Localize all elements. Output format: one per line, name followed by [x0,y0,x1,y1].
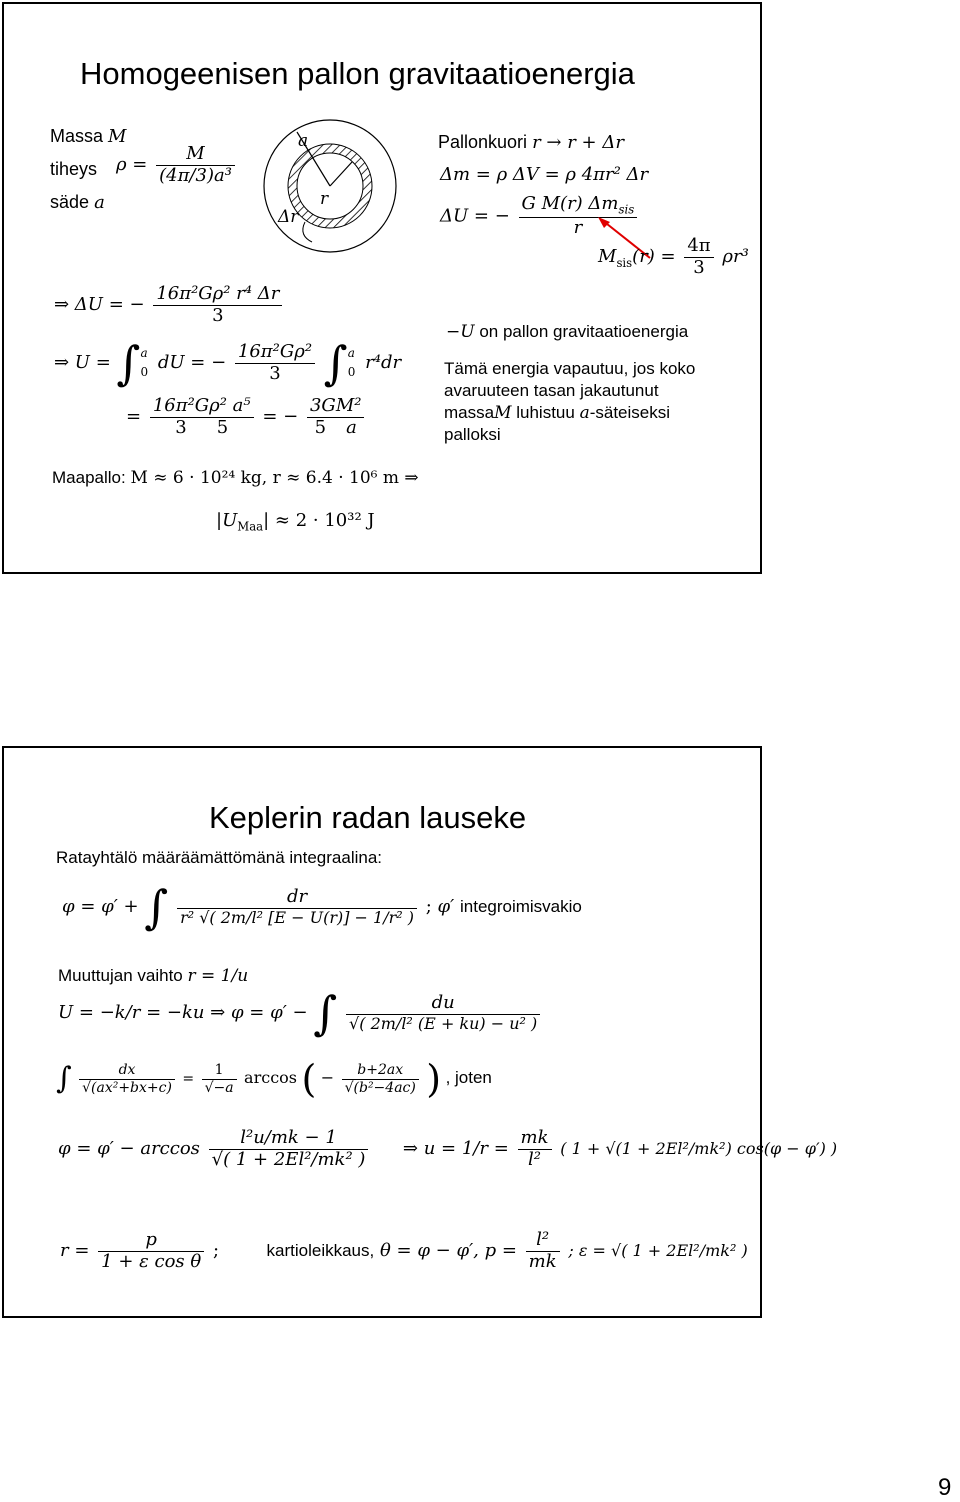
substitution-row [58,966,248,986]
eq2-lower-2: 0 [347,365,356,379]
paren-close: ) [426,1057,442,1101]
u-num: du [431,991,455,1013]
phi-fraction [177,887,417,927]
eq3-lhs: = [126,406,142,428]
eq2-upper: a [140,345,148,360]
label-dr: Δr [278,207,299,227]
eq3-den1a: 3 [175,416,187,438]
final-eps: ; ε = √( 1 + 2El²/mk² ) [568,1241,748,1261]
u-integral: ∫ [313,986,338,1040]
dm-equation: Δm = ρ ΔV = ρ 4πr² Δr [440,164,649,185]
eq1 [54,284,285,326]
phi-num: dr [286,885,308,907]
umaa-sub: Maa [237,519,264,534]
eq3-fraction-1 [150,396,254,438]
arccos-frac-3 [342,1062,419,1095]
intro-text: Ratayhtälö määräämättömänä integraalina: [56,848,383,867]
eq3-num2: 3GM² [309,395,362,416]
du-num-sub: sis [618,202,635,217]
phi-den: r² √( 2m/l² [E − U(r)] − 1/r² ) [177,908,417,927]
para-line-2: avaruuteen tasan jakautunut [444,381,659,400]
eq1-den: 3 [153,305,282,327]
final-p-num: l² [536,1229,550,1250]
final-mid: θ = φ − φ′, p = [379,1240,517,1262]
para-line-3c: -säteiseksi [589,403,671,422]
eq3-num1: 16π²Gρ² a⁵ [152,395,251,416]
u-eq: U = −k/r = −ku ⇒ φ = φ′ − [58,1002,308,1023]
msis-den: 3 [684,257,713,279]
eq2-tail: r⁴dr [365,352,402,373]
sade-row [50,192,105,213]
eq3-den1 [150,417,254,439]
earth-data [52,468,419,488]
final-p-fraction [526,1230,560,1272]
arccos-frac-1 [79,1062,175,1095]
minus-sign: − [320,1068,335,1087]
arccos-word: arccos [244,1068,297,1087]
eq2-limits-2 [348,344,356,382]
sol-rhs-num: mk [520,1127,549,1148]
phi-note: integroimisvakio [459,897,582,916]
u-equation [58,986,543,1040]
density-formula [116,144,238,186]
sol-den: √( 1 + 2El²/mk² ) [209,1149,369,1171]
msis-equation [598,236,749,278]
du-den: r [519,217,638,239]
arccos-frac-2 [202,1062,237,1095]
label-r: r [320,189,329,209]
sol-num: l²u/mk − 1 [240,1127,337,1148]
para-line-3a: massa [444,403,495,422]
paren-open: ( [301,1057,317,1101]
para-line-3 [444,402,695,424]
eq2-upper-2: a [347,345,355,360]
arccos-den3: √(b²−4ac) [342,1079,419,1096]
final-semi: ; [212,1240,220,1262]
para-line-4: palloksi [444,425,501,444]
arccos-den2: √−a [202,1079,237,1096]
arccos-eq: = [182,1071,195,1087]
final-num: p [145,1229,157,1250]
maapallo-expr: M ≈ 6 · 10²⁴ kg, r ≈ 6.4 · 10⁶ m ⇒ [130,468,419,488]
phi-note-symbol: φ′ [437,896,455,917]
rho-lhs: ρ = [116,154,148,176]
massa-label: Massa [50,126,104,146]
slide-kepler-orbit [2,746,838,1318]
sol-lhs: φ = φ′ − arccos [58,1138,200,1160]
eq3-den2 [307,417,364,439]
conic-equation [60,1230,748,1272]
final-den: 1 + ε cos θ [98,1251,204,1273]
shell-expr: r → r + Δr [532,132,624,153]
final-fraction [98,1230,204,1272]
arccos-tail: , joten [445,1068,492,1087]
sol-rhs-tail: ( 1 + √(1 + 2El²/mk²) cos(φ − φ′) ) [560,1139,838,1159]
massa-row [50,126,126,147]
eq2-integral: ∫ [116,336,141,390]
para-m-symbol: M [494,403,512,423]
rho-fraction [156,144,235,186]
sol-rhs3: = [493,1138,509,1160]
msis-tail: ρr³ [722,246,749,268]
msis-fraction [684,236,713,278]
solution-equation [58,1128,837,1170]
final-lhs: r = [60,1240,90,1262]
note-text: on pallon gravitaatioenergia [479,322,689,341]
note-symbol: −U [446,322,475,342]
page-number: 9 [938,1474,952,1501]
u-den: √( 2m/l² (E + ku) − u² ) [346,1014,540,1033]
slide-title: Homogeenisen pallon gravitaatioenergia [80,56,635,91]
msis-num: 4π [687,235,711,256]
sol-rhs-den: l² [518,1149,552,1171]
dr-pointer [303,222,312,242]
phi-integral: ∫ [144,880,169,934]
sub-label: Muuttujan vaihto [58,966,183,985]
msis-lhs: M [598,246,617,268]
slide-title: Keplerin radan lauseke [209,800,527,835]
sade-symbol: a [94,192,105,213]
eq3-mid: = − [262,406,299,428]
eq1-fraction [153,284,282,326]
eq1-lhs: ⇒ ΔU = − [54,294,145,316]
tiheys-label: tiheys [50,159,98,179]
slide-gravitational-energy [2,2,762,574]
eq3-den2b: a [346,416,357,438]
rho-num: M [186,143,205,164]
arccos-num1: dx [118,1062,136,1079]
rho-den: (4π/3)a³ [156,165,235,187]
para-a-symbol: a [579,403,590,423]
sphere-shell-diagram [260,114,430,264]
msis-sub: sis [616,255,633,270]
eq2-fraction [235,342,315,384]
msis-arg: (r) = [632,246,676,268]
earth-energy [216,510,375,534]
arccos-integral-sign: ∫ [56,1061,72,1096]
massa-symbol: M [108,126,127,147]
eq2-num: 16π²Gρ² [237,340,313,362]
sol-rhs2: 1/r [461,1138,488,1160]
du-lhs: ΔU = − [440,205,510,227]
u-fraction [346,993,540,1033]
orbit-integral [62,880,582,934]
sade-label: säde [50,192,90,212]
eq2-lhs: ⇒ U = [54,352,111,373]
eq2-lower: 0 [140,365,149,379]
arccos-integral [56,1057,492,1101]
eq1-num: 16π²Gρ² r⁴ Δr [156,283,280,304]
final-p-den: mk [526,1251,560,1273]
phi-tail: ; [425,896,432,917]
eq2-integral-2: ∫ [323,336,348,390]
sol-rhs1: ⇒ u = [402,1138,457,1160]
energy-note [446,322,688,342]
eq2 [54,336,402,390]
shell-label: Pallonkuori [438,132,528,152]
arccos-num2: 1 [214,1062,224,1079]
arccos-den1: √(ax²+bx+c) [79,1079,175,1096]
eq2-limits [140,344,148,382]
eq3-den2a: 5 [314,416,327,438]
sol-fraction [209,1128,369,1170]
eq2-mid: dU = − [157,352,227,373]
final-label: kartioleikkaus, [266,1241,375,1261]
du-num-text: G M(r) Δm [521,193,619,214]
eq2-den: 3 [235,363,315,385]
maapallo-label: Maapallo: [52,468,126,487]
sub-expr: r = 1/u [187,966,249,986]
label-a: a [298,131,309,151]
para-line-3b: luhistuu [516,403,575,422]
umaa-symbol: |U [216,510,238,531]
sol-rhs-fraction [518,1128,552,1170]
para-line-1: Tämä energia vapautuu, jos koko [444,359,696,378]
eq3-den1b: 5 [216,416,229,438]
eq3 [126,396,367,438]
phi-lhs: φ = φ′ + [62,896,139,917]
umaa-expr: | ≈ 2 · 10³² J [263,510,375,531]
eq3-fraction-2 [307,396,364,438]
shell-row [438,132,624,153]
arccos-num3: b+2ax [357,1062,404,1079]
collapse-paragraph [444,358,695,446]
